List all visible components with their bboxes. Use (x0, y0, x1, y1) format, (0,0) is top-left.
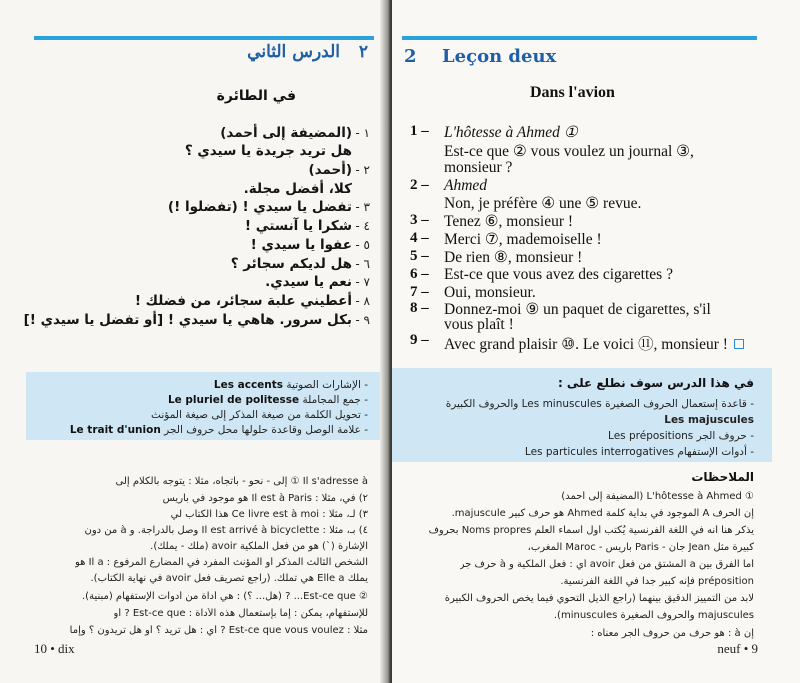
right-note-line: ① L'hôtesse à Ahmed (المضيفة إلى أحمد) (561, 491, 754, 502)
right-page (392, 0, 800, 683)
left-dialog-number: ٢ - (355, 163, 370, 177)
left-note-line: للإستفهام، يمكن : إما بإستعمال هذه الأداة : Est-ce que ? أو (113, 608, 368, 619)
left-dialog-number: ٤ - (355, 219, 370, 233)
left-note-line: ② Est-ce que... ? (هل... ؟) : هي أداة من أدوات الإستفهام (مبنية). (82, 591, 368, 602)
right-note-line: majuscules والحروف الصغيرة minuscules). (553, 610, 754, 621)
right-topic-line: - حروف الجر Les prépositions (608, 430, 754, 442)
left-dialog-text: هل لديكم سجائر ؟ (230, 256, 352, 272)
left-dialog-number: ٧ - (355, 275, 370, 289)
right-dialog-text: monsieur ? (444, 159, 513, 176)
right-dialog-number: 2 – (410, 177, 429, 193)
right-dialog-text: Non, je préfère ④ une ⑤ revue. (444, 195, 642, 212)
left-dialog-text: هل تريد جريدة يا سيدي ؟ (184, 143, 352, 159)
right-topic-line: Les majuscules (664, 414, 754, 426)
left-summary-line (70, 424, 368, 436)
left-dialog-number: ١ - (355, 126, 370, 140)
left-summary-fr: Le trait d'union (69, 424, 161, 436)
right-dialog-number: 1 – (410, 123, 429, 139)
left-summary-ar: - علامة الوصل وقاعدة حلولها محل حروف الجر (164, 424, 368, 436)
left-summary-line (168, 394, 368, 406)
right-dialog-number: 4 – (410, 230, 429, 246)
right-dialog-text: Est-ce que vous avez des cigarettes ? (444, 266, 673, 283)
left-dialog-line (185, 143, 352, 159)
right-note-line: لابد من التمييز الدقيق بينهما (راجع الذيل التحوي فيما يخص الحروف الكبيرة (444, 593, 754, 604)
right-dialog-text: Est-ce que ② vous voulez un journal ③, (444, 143, 694, 160)
left-header-rule (34, 36, 374, 40)
right-dialog-number: 5 – (410, 248, 429, 264)
left-dialog-line (231, 256, 352, 272)
right-dialog-text: Donnez-moi ⑨ un paquet de cigarettes, s'il (444, 301, 711, 318)
right-dialog-number: 8 – (410, 300, 429, 316)
left-summary-line (151, 409, 368, 421)
left-summary-ar: - الإشارات الصوتية (286, 379, 368, 391)
left-note-line: يملك Elle a هي تملك. (راجع تصريف فعل avoir في نهاية الكتاب). (90, 573, 368, 584)
left-note-line: مثلا : Est-ce que vous voulez ? أي : هل تريد ؟ أو هل تريدون ؟ وإما (69, 625, 368, 636)
right-lesson-number: 2 (404, 46, 417, 67)
left-note-line: Il s'adresse à ① إلى - نحو - باتجاه، مثلا : يتوجه بالكلام إلى (115, 476, 368, 487)
right-topic-line: - قاعدة إستعمال الحروف الصغيرة Les minuscules والحروف الكبيرة (445, 398, 754, 410)
left-note-line: الشخص الثالث المذكر أو المؤنث المفرد في المضارع المرفوع : Il a هو (74, 557, 368, 568)
left-dialog-number: ٦ - (355, 257, 370, 271)
right-dialog-text: vous plaît ! (444, 316, 514, 333)
right-note-line: كبيرة مثل Jean جان - Paris باريس - Maroc المغرب، (527, 542, 754, 553)
right-note-line: يذكر هنا أنه في اللغة الفرنسية يُكتب أول أسماء العلم Noms propres بحروف (428, 525, 754, 536)
left-dialog-line (245, 218, 352, 234)
left-dialog-text: تفضل يا سيدي ! (تفضلوا !) (167, 199, 352, 215)
left-summary-line (214, 379, 368, 391)
left-dialog-text: شكرا يا آنستي ! (244, 218, 352, 234)
right-dialog-text: L'hôtesse à Ahmed ① (444, 124, 578, 141)
right-dialog-number: 9 – (410, 332, 429, 348)
left-page (0, 0, 386, 683)
right-topic-line: - أدوات الإستفهام Les particules interrogatives (524, 446, 754, 458)
left-dialog-number: ٣ - (355, 200, 370, 214)
left-dialog-text: عفوا يا سيدي ! (250, 237, 352, 253)
right-note-line: إن الحرف A الموجود في بداية كلمة Ahmed هو حرف كبير majuscule. (451, 508, 754, 519)
left-note-line: ٣) لـ، مثلا : Ce livre est à moi هذا الكتاب لي (170, 509, 368, 520)
left-note-line: ٢) في، مثلا : Il est à Paris هو موجود في باريس (162, 493, 368, 504)
left-dialog-line (251, 237, 352, 253)
left-page-footer: 10 • dix (34, 641, 75, 656)
left-dialog-number: ٩ - (355, 313, 370, 327)
left-note-line: الإشارة (`) هو من فعل الملكية avoir (ملك - يملك). (150, 541, 368, 552)
right-notes-title: الملاحظات (691, 470, 754, 484)
left-dialog-text: أعطيني علبة سجائر، من فضلك ! (134, 293, 352, 309)
right-subtitle: Dans l'avion (530, 84, 615, 101)
right-dialog-number: 6 – (410, 266, 429, 282)
left-summary-fr: Le pluriel de politesse (167, 394, 300, 406)
left-dialog-number: ٥ - (355, 238, 370, 252)
left-dialog-line (308, 162, 352, 178)
left-dialog-text: (المضيفة إلى أحمد) (220, 125, 352, 141)
left-dialog-line (168, 199, 352, 215)
left-note-line: ٤) بـ، مثلا : Il est arrivé à bicyclette وصل بالدراجة. و à من دون (84, 525, 368, 536)
left-dialog-text: (أحمد) (308, 162, 352, 178)
right-dialog-text: Merci ⑦, mademoiselle ! (444, 231, 602, 248)
left-lesson-number: ٢ (358, 42, 368, 62)
right-header-rule (402, 36, 757, 40)
left-lesson-title: الدرس الثاني (247, 42, 340, 62)
right-dialog-text: Tenez ⑥, monsieur ! (444, 213, 574, 230)
left-dialog-number: ٨ - (355, 294, 370, 308)
left-dialog-text: نعم يا سيدي. (265, 274, 352, 290)
right-note-line: أما الفرق بين a المشتق من فعل avoir أي : فعل الملكية و à حرف جر (459, 559, 754, 570)
left-dialog-line (135, 293, 352, 309)
left-summary-ar: - جمع المجاملة (302, 394, 368, 406)
left-dialog-line (244, 181, 352, 197)
right-lesson-intro: في هذا الدرس سوف نطلع على : (557, 376, 754, 390)
left-dialog-line (220, 125, 352, 141)
right-dialog-text: Ahmed (444, 177, 488, 194)
left-summary-ar: - تحويل الكلمة من صيغة المذكر إلى صيغة المؤنث (151, 409, 368, 421)
right-dialog-number: 3 – (410, 212, 429, 228)
right-dialog-text: De rien ⑧, monsieur ! (444, 249, 583, 266)
right-dialog-text: Oui, monsieur. (444, 284, 536, 301)
left-summary-fr: Les accents (213, 379, 284, 391)
end-square-icon (734, 339, 744, 349)
right-lesson-title: Leçon deux (442, 46, 557, 67)
left-dialog-line (24, 312, 352, 328)
left-dialog-line (265, 274, 352, 290)
right-dialog-text: Avec grand plaisir ⑩. Le voici ⑪, monsieur ! (444, 332, 744, 354)
right-page-footer: neuf • 9 (717, 641, 758, 656)
right-dialog-number: 7 – (410, 284, 429, 300)
right-note-line: إن à : هو حرف من حروف الجر معناه : (590, 628, 754, 639)
right-note-line: préposition فإنه كبير جدا في اللغة الفرنسية. (560, 576, 754, 587)
left-dialog-text: بكل سرور. هاهي يا سيدي ! [أو تفضل يا سيدي !] (23, 312, 352, 328)
left-dialog-text: كلا، أفضل مجلة. (243, 181, 352, 197)
left-subtitle: في الطائرة (216, 88, 296, 104)
